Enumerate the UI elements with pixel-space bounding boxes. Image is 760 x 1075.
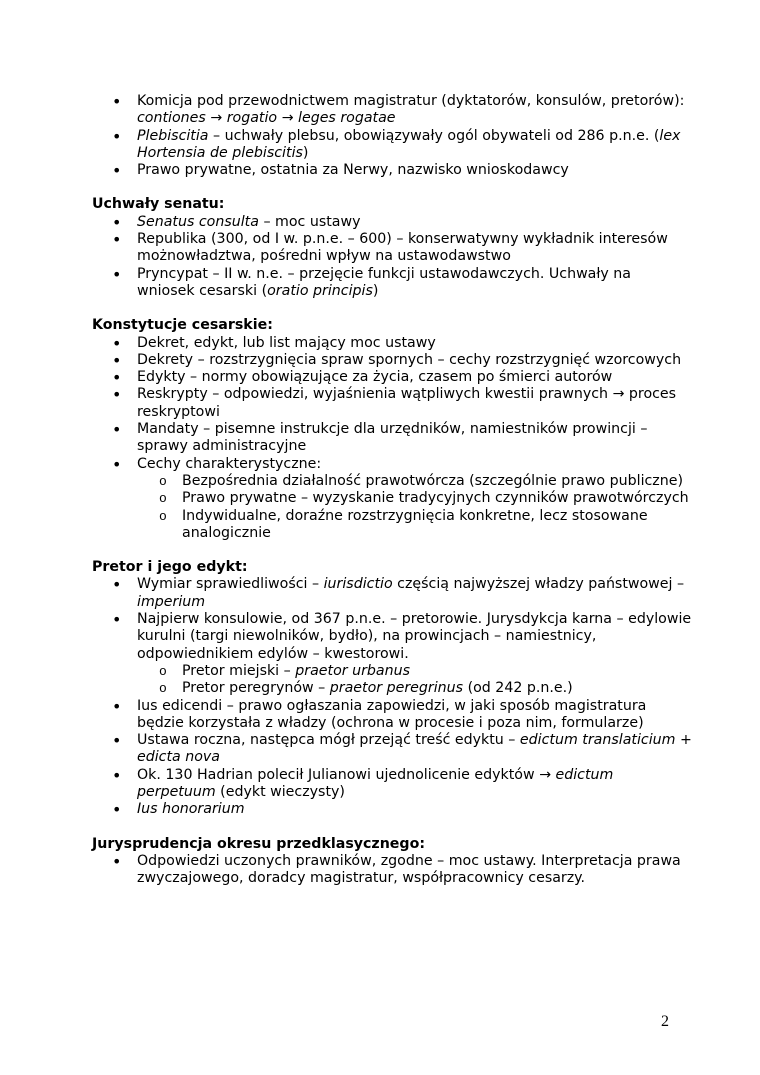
italic-term: Plebiscitia xyxy=(137,127,209,144)
list-item: • Republika (300, od I w. p.n.e. – 600) – konserwatywny wykładnik interesów możnowładztwa, pośredni wpływ na ustawodawstwo xyxy=(92,231,692,266)
sub-list-item: o Prawo prywatne – wyzyskanie tradycyjnych czynników prawotwórczych xyxy=(137,490,692,507)
sub-list-item: o Indywidualne, doraźne rozstrzygnięcia konkretne, lecz stosowane analogicznie xyxy=(137,508,692,543)
section-jurisprudence xyxy=(92,836,692,888)
list-item: • Pryncypat – II w. n.e. – przejęcie funkcji ustawodawczych. Uchwały na wniosek cesarski (oratio principis) xyxy=(92,266,692,301)
bullet-list xyxy=(92,576,692,818)
list-item-text: Najpierw konsulowie, od 367 p.n.e. – pretorowie. Jurysdykcja karna – edylowie kurulni (targi niewolników, bydło), na prowincjach – namiestnicy, odpowiednikiem edylów – kwestorowi. xyxy=(137,611,692,662)
italic-term: leges rogatae xyxy=(298,110,396,127)
sub-list-item: o Pretor peregrynów – praetor peregrinus (od 242 p.n.e.) xyxy=(137,680,692,697)
bullet-list xyxy=(92,214,692,300)
section-heading: Pretor i jego edykt: xyxy=(92,559,248,576)
sub-list-item: o Pretor miejski – praetor urbanus xyxy=(137,663,692,680)
section-comitia xyxy=(92,93,692,179)
list-item: • Senatus consulta – moc ustawy xyxy=(92,214,692,231)
bullet-list xyxy=(92,335,692,543)
italic-term: oratio principis xyxy=(267,282,373,299)
italic-term: praetor peregrinus xyxy=(329,680,464,697)
italic-term: rogatio xyxy=(226,110,278,127)
sub-list xyxy=(137,473,692,542)
list-item xyxy=(92,611,692,697)
list-item: • Prawo prywatne, ostatnia za Nerwy, nazwisko wnioskodawcy xyxy=(92,162,692,179)
list-item: • Wymiar sprawiedliwości – iurisdictio częścią najwyższej władzy państwowej – imperium xyxy=(92,576,692,611)
page-number: 2 xyxy=(661,1013,669,1030)
italic-term: imperium xyxy=(137,593,206,610)
italic-term: edictum perpetuum xyxy=(137,766,614,800)
italic-term: iurisdictio xyxy=(323,576,393,593)
bullet-list xyxy=(92,853,692,888)
list-item: • Edykty – normy obowiązujące za życia, czasem po śmierci autorów xyxy=(92,369,692,386)
italic-term: Ius honorarium xyxy=(137,801,245,818)
section-senate xyxy=(92,196,692,300)
list-item xyxy=(92,456,692,542)
list-item: • Dekrety – rozstrzygnięcia spraw spornych – cechy rozstrzygnięć wzorcowych xyxy=(92,352,692,369)
italic-term: lex Hortensia de plebiscitis xyxy=(137,127,681,161)
italic-term: contiones xyxy=(137,110,206,127)
section-heading: Konstytucje cesarskie: xyxy=(92,317,273,334)
list-item: • Ius edicendi – prawo ogłaszania zapowiedzi, w jaki sposób magistratura będzie korzystała z władzy (ochrona w procesie i poza nim, formularze) xyxy=(92,698,692,733)
sub-list-item: o Bezpośrednia działalność prawotwórcza (szczególnie prawo publiczne) xyxy=(137,473,692,490)
italic-term: edictum translaticium + edicta nova xyxy=(137,732,692,766)
list-item: • Dekret, edykt, lub list mający moc ustawy xyxy=(92,335,692,352)
list-item: • Ustawa roczna, następca mógł przejąć treść edyktu – edictum translaticium + edicta nova xyxy=(92,732,692,767)
sub-list xyxy=(137,663,692,698)
section-praetor-edict xyxy=(92,559,692,818)
section-imperial-constitutions xyxy=(92,317,692,542)
section-heading: Jurysprudencja okresu przedklasycznego: xyxy=(92,835,425,852)
section-heading: Uchwały senatu: xyxy=(92,196,225,213)
document-body xyxy=(92,93,692,887)
list-item: • Ok. 130 Hadrian polecił Julianowi ujednolicenie edyktów → edictum perpetuum (edykt wieczysty) xyxy=(92,767,692,802)
list-item: • Mandaty – pisemne instrukcje dla urzędników, namiestników prowincji – sprawy administracyjne xyxy=(92,421,692,456)
list-item: • Reskrypty – odpowiedzi, wyjaśnienia wątpliwych kwestii prawnych → proces reskryptowi xyxy=(92,386,692,421)
italic-term: praetor urbanus xyxy=(295,662,410,679)
italic-term: Senatus consulta xyxy=(137,213,259,230)
list-item: • Komicja pod przewodnictwem magistratur (dyktatorów, konsulów, pretorów): contiones → rogatio → leges rogatae xyxy=(92,93,692,128)
bullet-list xyxy=(92,93,692,179)
list-item: • Plebiscitia – uchwały plebsu, obowiązywały ogól obywateli od 286 p.n.e. (lex Hortensia de plebiscitis) xyxy=(92,128,692,163)
list-item xyxy=(92,801,692,818)
list-item-text: Cechy charakterystyczne: xyxy=(137,455,322,472)
list-item: • Odpowiedzi uczonych prawników, zgodne – moc ustawy. Interpretacja prawa zwyczajowego, doradcy magistratur, współpracownicy cesarzy. xyxy=(92,853,692,888)
